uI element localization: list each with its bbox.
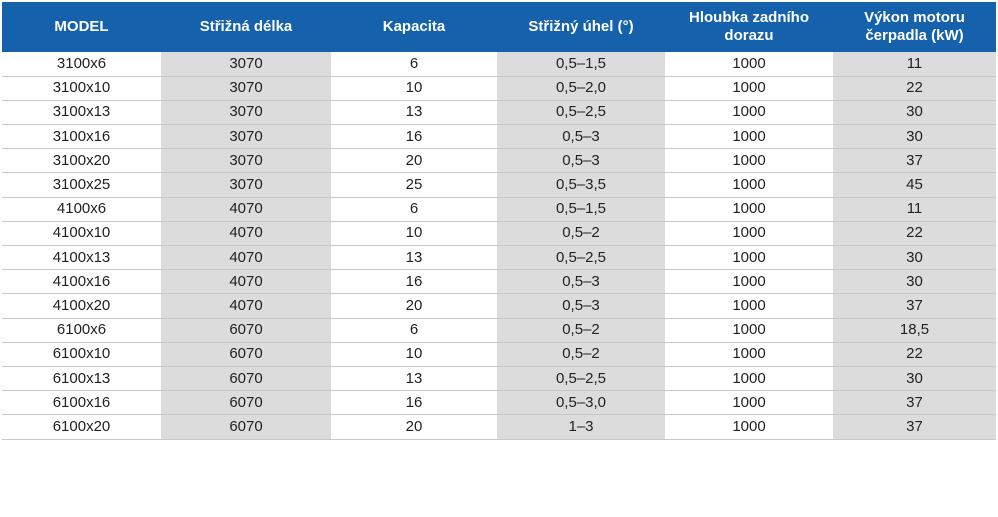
table-row: [2, 342, 996, 366]
header-cutting-angle: Střižný úhel (°): [497, 2, 665, 52]
cell-pump-motor-power: 30: [833, 366, 996, 390]
table-row: [2, 415, 996, 439]
cell-capacity: 20: [331, 294, 497, 318]
cell-backgauge-depth: 1000: [665, 52, 833, 76]
cell-cutting-angle: 0,5–2,5: [497, 246, 665, 270]
cell-model: 3100x25: [2, 173, 161, 197]
cell-cutting-length: 3070: [161, 100, 331, 124]
cell-cutting-length: 4070: [161, 246, 331, 270]
cell-cutting-length: 3070: [161, 173, 331, 197]
table-row: [2, 221, 996, 245]
cell-pump-motor-power: 30: [833, 100, 996, 124]
cell-cutting-angle: 0,5–3: [497, 125, 665, 149]
cell-pump-motor-power: 37: [833, 294, 996, 318]
cell-cutting-angle: 0,5–2,5: [497, 100, 665, 124]
table-row: [2, 391, 996, 415]
cell-cutting-angle: 0,5–3: [497, 294, 665, 318]
cell-pump-motor-power: 22: [833, 76, 996, 100]
table-row: [2, 100, 996, 124]
cell-pump-motor-power: 37: [833, 415, 996, 439]
cell-backgauge-depth: 1000: [665, 391, 833, 415]
cell-cutting-angle: 0,5–3: [497, 270, 665, 294]
cell-capacity: 20: [331, 149, 497, 173]
cell-backgauge-depth: 1000: [665, 100, 833, 124]
cell-pump-motor-power: 11: [833, 197, 996, 221]
header-capacity: Kapacita: [331, 2, 497, 52]
table-row: [2, 294, 996, 318]
cell-pump-motor-power: 37: [833, 391, 996, 415]
cell-cutting-length: 6070: [161, 366, 331, 390]
header-backgauge-depth: Hloubka zadního dorazu: [665, 2, 833, 52]
table-row: [2, 318, 996, 342]
cell-pump-motor-power: 30: [833, 246, 996, 270]
cell-model: 6100x10: [2, 342, 161, 366]
cell-model: 3100x20: [2, 149, 161, 173]
header-pump-motor-power: Výkon motoru čerpadla (kW): [833, 2, 996, 52]
cell-capacity: 10: [331, 342, 497, 366]
cell-cutting-length: 4070: [161, 197, 331, 221]
cell-backgauge-depth: 1000: [665, 294, 833, 318]
cell-pump-motor-power: 45: [833, 173, 996, 197]
cell-capacity: 13: [331, 100, 497, 124]
cell-model: 4100x10: [2, 221, 161, 245]
cell-capacity: 13: [331, 366, 497, 390]
cell-model: 3100x10: [2, 76, 161, 100]
cell-pump-motor-power: 30: [833, 125, 996, 149]
cell-backgauge-depth: 1000: [665, 318, 833, 342]
cell-backgauge-depth: 1000: [665, 125, 833, 149]
table-row: [2, 173, 996, 197]
cell-cutting-angle: 0,5–2: [497, 318, 665, 342]
cell-model: 6100x13: [2, 366, 161, 390]
table-row: [2, 52, 996, 76]
table-row: [2, 125, 996, 149]
cell-model: 4100x13: [2, 246, 161, 270]
table-body: [2, 52, 996, 439]
table-row: [2, 76, 996, 100]
cell-pump-motor-power: 18,5: [833, 318, 996, 342]
cell-capacity: 16: [331, 125, 497, 149]
cell-capacity: 6: [331, 197, 497, 221]
cell-model: 4100x6: [2, 197, 161, 221]
cell-cutting-angle: 0,5–3: [497, 149, 665, 173]
header-row: [2, 2, 996, 52]
cell-cutting-angle: 0,5–2,0: [497, 76, 665, 100]
cell-capacity: 25: [331, 173, 497, 197]
cell-backgauge-depth: 1000: [665, 221, 833, 245]
cell-capacity: 13: [331, 246, 497, 270]
cell-cutting-length: 4070: [161, 221, 331, 245]
cell-model: 3100x6: [2, 52, 161, 76]
table-row: [2, 270, 996, 294]
cell-backgauge-depth: 1000: [665, 149, 833, 173]
cell-model: 6100x20: [2, 415, 161, 439]
header-cutting-length: Střižná délka: [161, 2, 331, 52]
cell-cutting-length: 6070: [161, 415, 331, 439]
cell-cutting-angle: 0,5–3,5: [497, 173, 665, 197]
cell-backgauge-depth: 1000: [665, 415, 833, 439]
table-header: [2, 2, 996, 52]
cell-cutting-length: 6070: [161, 391, 331, 415]
cell-capacity: 10: [331, 221, 497, 245]
cell-backgauge-depth: 1000: [665, 270, 833, 294]
cell-model: 4100x20: [2, 294, 161, 318]
cell-model: 3100x13: [2, 100, 161, 124]
table-row: [2, 197, 996, 221]
cell-cutting-angle: 1–3: [497, 415, 665, 439]
cell-pump-motor-power: 30: [833, 270, 996, 294]
cell-backgauge-depth: 1000: [665, 173, 833, 197]
spec-table: [2, 2, 996, 440]
cell-backgauge-depth: 1000: [665, 197, 833, 221]
cell-cutting-length: 4070: [161, 270, 331, 294]
cell-cutting-length: 3070: [161, 149, 331, 173]
cell-cutting-length: 3070: [161, 125, 331, 149]
table-row: [2, 246, 996, 270]
cell-cutting-angle: 0,5–1,5: [497, 197, 665, 221]
cell-cutting-angle: 0,5–2: [497, 342, 665, 366]
cell-cutting-angle: 0,5–3,0: [497, 391, 665, 415]
cell-cutting-angle: 0,5–1,5: [497, 52, 665, 76]
cell-cutting-length: 3070: [161, 76, 331, 100]
cell-pump-motor-power: 11: [833, 52, 996, 76]
cell-backgauge-depth: 1000: [665, 342, 833, 366]
cell-capacity: 6: [331, 52, 497, 76]
cell-pump-motor-power: 22: [833, 342, 996, 366]
table-row: [2, 149, 996, 173]
cell-cutting-length: 3070: [161, 52, 331, 76]
cell-cutting-length: 6070: [161, 318, 331, 342]
cell-model: 3100x16: [2, 125, 161, 149]
cell-cutting-angle: 0,5–2: [497, 221, 665, 245]
cell-backgauge-depth: 1000: [665, 366, 833, 390]
spec-table-container: [2, 2, 996, 440]
cell-backgauge-depth: 1000: [665, 246, 833, 270]
cell-capacity: 16: [331, 391, 497, 415]
cell-capacity: 16: [331, 270, 497, 294]
cell-pump-motor-power: 37: [833, 149, 996, 173]
cell-model: 6100x6: [2, 318, 161, 342]
cell-cutting-length: 4070: [161, 294, 331, 318]
cell-backgauge-depth: 1000: [665, 76, 833, 100]
cell-capacity: 20: [331, 415, 497, 439]
cell-pump-motor-power: 22: [833, 221, 996, 245]
cell-model: 4100x16: [2, 270, 161, 294]
table-row: [2, 366, 996, 390]
cell-model: 6100x16: [2, 391, 161, 415]
header-model: MODEL: [2, 2, 161, 52]
cell-capacity: 6: [331, 318, 497, 342]
cell-capacity: 10: [331, 76, 497, 100]
cell-cutting-length: 6070: [161, 342, 331, 366]
cell-cutting-angle: 0,5–2,5: [497, 366, 665, 390]
